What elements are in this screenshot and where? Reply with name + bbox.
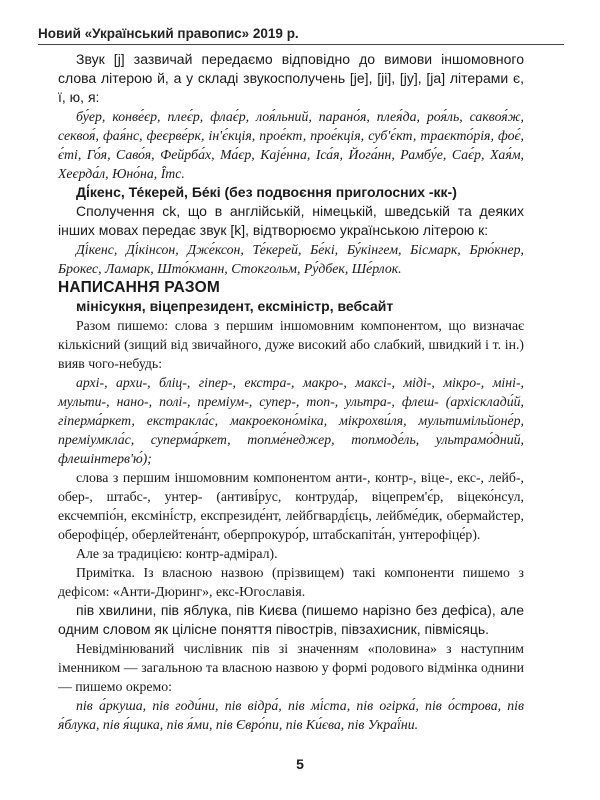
section-subtitle: мінісукня, віцепрезидент, ексміністр, вебсайт — [76, 298, 394, 314]
paragraph-numeral: Невідмінюваний числівник пів зі значенням «половина» з наступним іменником — загальною та власною назвою у формі родового відмінка однини — пишемо окремо: — [58, 641, 524, 694]
paragraph-sound-j: Звук [j] зазвичай передаємо відповідно до вимови іншомовного слова літерою й, а у складі звукосполучень [jе], [jі], [jу], [jа] літерами є, ї, ю, я: — [58, 51, 524, 105]
paragraph-piv: пів хвилини, пів яблука, пів Києва (пишемо нарізно без дефіса), але одним словом як цілісне поняття півострів, півзахисник, півмісяць. — [58, 602, 524, 637]
paragraph-anti: слова з першим іншомовним компонентом анти-, контр-, віце-, екс-, лейб-, обер-, штабс-, унтер- (антиві́рус, контруда́р, віцепрем'є́р, віцеко́нсул, ексчемпіо́н, ексміні́стр, експрезиде́нт, лейбгварді́єць, лейбме́дик, обермайстер, оберофіце́р, оберлейтена́нт, оберпрокуро́р, штабскапіта́н, унтерофіце́р). — [58, 470, 524, 542]
paragraph-ck: Сполучення ck, що в англійській, німецькій, шведській та деяких інших мовах передає звук [k], відтворюємо українською літерою к: — [58, 203, 524, 238]
examples-prefixes: архі-, архи-, бліц-, гіпер-, екстра-, макро-, максі-, міді-, мікро-, міні-, мульти-, нано-, полі-, преміум-, супер-, топ-, ультра-, флеш- (архісклади́й, гіперма́ркет, екстракла́с, макроеконо́міка, мікрохви́ля, мультимільйоне́р, преміумкла́с, суперма́ркет, топме́неджер, топмоде́ль, ультрамо́дний, флешінтерв'ю́); — [58, 375, 524, 466]
paragraph-together: Разом пишемо: слова з першим іншомовним компонентом, що визначає кількісний (зищий від звичайного, дуже високий або слабкий, швидкий і т. ін.) вияв чого-небудь: — [58, 318, 524, 371]
paragraph-dickens: Ді́кенс, Те́керей, Бе́кі (без подвоєння приголосних -кк-) — [76, 184, 457, 200]
page-content — [58, 50, 524, 734]
examples-piv: пів а́ркуша, пів годи́ни, пів відра́, пів мі́ста, пів огірка́, пів о́строва, пів я́блука, пів я́щика, пів я́ми, пів Євро́пи, пів Ки́єва, пів Украї́ни. — [58, 698, 524, 732]
paragraph-tradition: Але за традицією: контр-адмірал). — [76, 546, 278, 561]
running-header: Новий «Український правопис» 2019 р. — [38, 26, 299, 41]
note-paragraph: Примітка. Із власною назвою (прізвищем) такі компоненти пишемо з дефісом: «Анти-Дюринг», екс-Югославія. — [58, 565, 524, 599]
page-number: 5 — [296, 756, 304, 772]
examples-j: бу́ер, конве́єр, плеє́р, флає́р, лоя́льний, парано́я, плея́да, роя́ль, саквоя́ж, секвоя́, фая́нс, феєрве́рк, ін'є́кція, прое́кт, прое́кція, суб'є́кт, траєкто́рія, фоє́, є́ті, Го́я, Саво́я, Фейрба́х, Ма́єр, Каје́нна, Іса́я, Йога́нн, Рамбу́е, Сає́р, Хая́м, Хеєрда́л, Юно́на, Ї́тс. — [58, 109, 524, 181]
section-title: НАПИСАННЯ РАЗОМ — [58, 279, 220, 296]
examples-ck: Ді́кенс, Ді́кінсон, Дже́ксон, Те́керей, Бе́кі, Бу́кінгем, Бісмарк, Брю́кнер, Брокес, Ламарк, Што́кманн, Стокгольм, Ру́дбек, Ше́рлок. — [58, 242, 524, 276]
header-rule — [38, 44, 564, 45]
